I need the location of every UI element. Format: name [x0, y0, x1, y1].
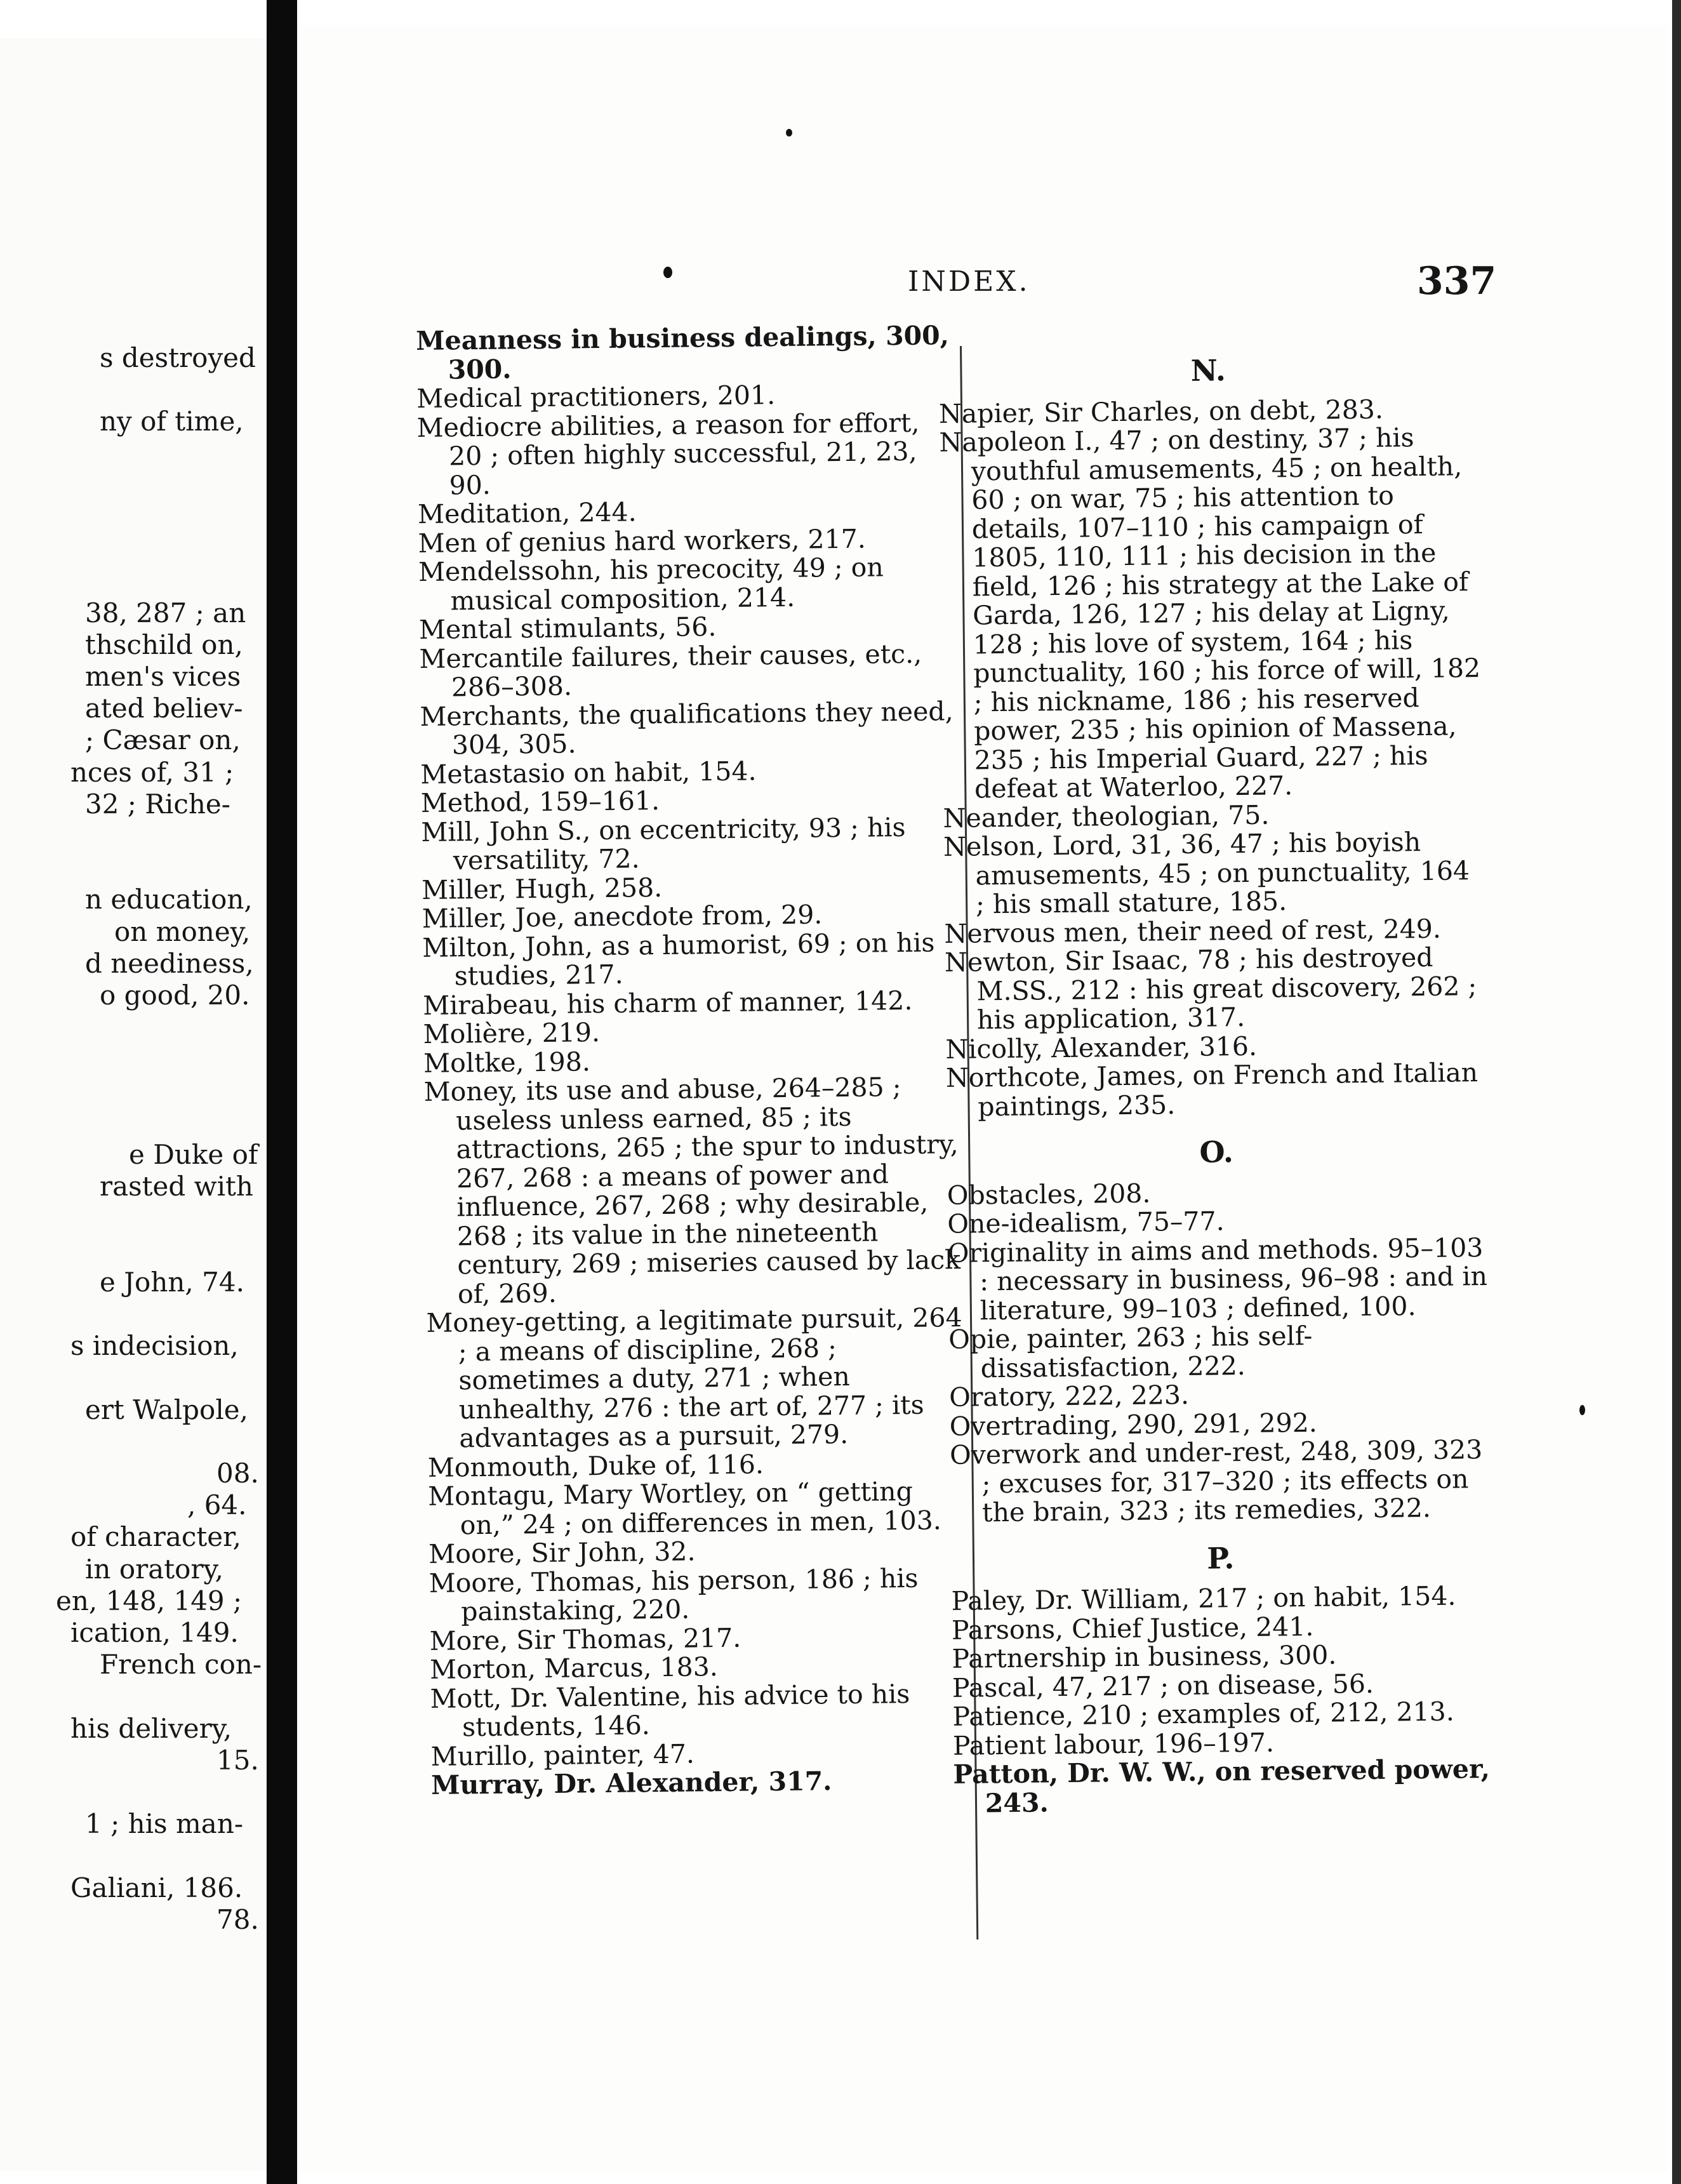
left-page-fragment-line: o good, 20. — [100, 980, 250, 1011]
index-entry: Method, 159–161. — [420, 785, 660, 818]
index-entry: Parsons, Chief Justice, 241. — [951, 1611, 1314, 1646]
index-entry: Originality in aims and methods. 95–103 : necessary in business, 96–98 : and in literature, 99–103 ; defined, 100. — [947, 1232, 1488, 1326]
ink-speck — [1579, 1405, 1585, 1415]
index-entry: Medical practitioners, 201. — [416, 380, 776, 414]
left-page-fragment-line: thschild on, — [85, 629, 243, 660]
section-letter: N. — [1190, 353, 1226, 388]
left-page-fragment-line: of character, — [70, 1521, 241, 1553]
index-entry: Mental stimulants, 56. — [418, 611, 717, 645]
index-entry: Mendelssohn, his precocity, 49 ; on musical composition, 214. — [418, 552, 884, 616]
right-page-edge — [1672, 0, 1681, 2184]
index-entry: Newton, Sir Isaac, 78 ; his destroyed M.SS., 212 : his great discovery, 262 ; his application, 317. — [944, 942, 1477, 1035]
left-page-fragment-line: rasted with — [100, 1171, 253, 1202]
index-entry: More, Sir Thomas, 217. — [429, 1622, 741, 1656]
left-page-fragment-line: nces of, 31 ; — [70, 756, 234, 788]
left-page-fragment-line: 78. — [216, 1903, 259, 1935]
left-page-fragment-line: ication, 149. — [70, 1617, 239, 1648]
index-entry: Nelson, Lord, 31, 36, 47 ; his boyish amusements, 45 ; on punctuality, 164 ; his small stature, 185. — [943, 827, 1470, 920]
ink-speck — [786, 129, 792, 136]
index-entry: Moltke, 198. — [423, 1046, 591, 1079]
left-page-fragment-line: d neediness, — [85, 947, 254, 979]
index-entry: Nervous men, their need of rest, 249. — [944, 913, 1442, 949]
left-page-fragment-line: 38, 287 ; an — [85, 597, 246, 629]
index-entry: Napoleon I., 47 ; on destiny, 37 ; his youthful amusements, 45 ; on health, 60 ; on war, 75 ; his attention to details, 107–110 ; his campaign of 1805, 110, 111 ; his decision in the field, 126 ; his strategy at the Lake of Garda, 126, 127 ; his delay at Ligny, 128 ; his love of system, 164 ; his punctuality, 160 ; his force of will, 182 ; his nickname, 186 ; his reserved power, 235 ; his opinion of Massena, 235 ; his Imperial Guard, 227 ; his defeat at Waterloo, 227. — [939, 422, 1481, 804]
index-entry: Patience, 210 ; examples of, 212, 213. — [952, 1696, 1455, 1732]
left-page-fragment-line: s destroyed — [100, 342, 256, 373]
index-entry: Molière, 219. — [423, 1017, 601, 1049]
index-entry: Mercantile failures, their causes, etc., 286–308. — [419, 638, 922, 703]
left-page-fragment-line: e John, 74. — [100, 1266, 244, 1298]
index-entry: Patient labour, 196–197. — [952, 1727, 1275, 1761]
left-page-fragment-line: e Duke of — [129, 1139, 258, 1170]
index-entry: Napier, Sir Charles, on debt, 283. — [938, 394, 1384, 429]
section-letter: P. — [1207, 1540, 1235, 1576]
left-page-fragment-line: en, 148, 149 ; — [56, 1585, 243, 1616]
index-entry: Paley, Dr. William, 217 ; on habit, 154. — [951, 1580, 1456, 1616]
index-entry: Pascal, 47, 217 ; on disease, 56. — [952, 1668, 1374, 1703]
index-entry: Opie, painter, 263 ; his self-dissatisfaction, 222. — [948, 1320, 1313, 1383]
left-page-fragment-line: Galiani, 186. — [70, 1872, 243, 1903]
index-entry: Meditation, 244. — [417, 496, 637, 529]
index-entry: Mediocre abilities, a reason for effort, 20 ; often highly successful, 21, 23, 90. — [416, 407, 920, 500]
index-entry: Mott, Dr. Valentine, his advice to his students, 146. — [430, 1678, 910, 1743]
left-page-fragment-line: , 64. — [187, 1489, 247, 1521]
index-entry: Partnership in business, 300. — [952, 1639, 1337, 1674]
index-column-right — [938, 350, 1493, 1818]
left-page-fragment-line: n education, — [85, 884, 253, 916]
index-entry: Patton, Dr. W. W., on reserved power, 243. — [953, 1754, 1491, 1818]
index-entry: Nicolly, Alexander, 316. — [945, 1030, 1258, 1065]
index-entry: Milton, John, as a humorist, 69 ; on his studies, 217. — [422, 926, 935, 992]
index-entry: One-idealism, 75–77. — [947, 1206, 1225, 1239]
index-entry: Montagu, Mary Wortley, on “ getting on,” 24 ; on differences in men, 103. — [428, 1475, 942, 1540]
index-entry: Men of genius hard workers, 217. — [418, 523, 867, 559]
left-page-fragment-line: French con- — [100, 1649, 262, 1681]
index-entry: Miller, Joe, anecdote from, 29. — [422, 899, 823, 934]
index-entry: Overtrading, 290, 291, 292. — [949, 1407, 1318, 1442]
left-page-fragment-line: ated believ- — [85, 693, 243, 724]
index-entry: Morton, Marcus, 183. — [429, 1651, 719, 1685]
page-gutter — [267, 0, 297, 2184]
left-page-fragment-line: men's vices — [85, 661, 241, 692]
left-page-fragment-line: 1 ; his man- — [85, 1808, 244, 1840]
left-page-fragment-line: his delivery, — [70, 1712, 232, 1744]
index-entry: Overwork and under-rest, 248, 309, 323 ; excuses for, 317–320 ; its effects on the brain, 323 ; its remedies, 322. — [949, 1434, 1483, 1528]
index-entry: Mill, John S., on eccentricity, 93 ; his versatility, 72. — [421, 811, 906, 876]
index-entry: Miller, Hugh, 258. — [422, 872, 663, 905]
index-entry: Monmouth, Duke of, 116. — [427, 1448, 764, 1483]
index-entry: Moore, Sir John, 32. — [428, 1536, 696, 1569]
index-entry: Metastasio on habit, 154. — [420, 755, 757, 790]
index-entry: Mirabeau, his charm of manner, 142. — [422, 985, 913, 1021]
page-number: 337 — [1417, 259, 1497, 303]
left-page-fragment-line: s indecision, — [70, 1330, 239, 1362]
left-page-fragment-line: ert Walpole, — [85, 1394, 248, 1425]
index-entry: Moore, Thomas, his person, 186 ; his painstaking, 220. — [429, 1562, 919, 1627]
left-page-fragment-line: ny of time, — [100, 406, 244, 437]
index-entry: Meanness in business dealings, 300, 300. — [415, 320, 950, 385]
left-page-fragment-line: 08. — [216, 1458, 259, 1489]
left-page-fragment-line: on money, — [114, 916, 251, 947]
index-entry: Money-getting, a legitimate pursuit, 264 ; a means of discipline, 268 ; sometimes a duty, 271 ; when unhealthy, 276 : the art of, 277 ; its advantages as a pursuit, 279. — [426, 1302, 962, 1454]
index-entry: Money, its use and abuse, 264–285 ; useless unless earned, 85 ; its attractions, 265 ; the spur to industry, 267, 268 : a means of power and influence, 267, 268 ; why desirable, 268 ; its value in the nineteenth century, 269 ; miseries caused by lack of, 269. — [423, 1072, 961, 1309]
left-page-fragment — [0, 38, 267, 2171]
left-page-fragment-line: in oratory, — [85, 1553, 223, 1585]
index-column-left — [416, 321, 971, 1800]
index-entry: Merchants, the qualifications they need, 304, 305. — [420, 695, 953, 761]
index-entry: Neander, theologian, 75. — [943, 799, 1270, 834]
left-page-fragment-line: 15. — [216, 1744, 259, 1776]
left-page-fragment-line: ; Cæsar on, — [85, 724, 241, 756]
index-entry: Murillo, painter, 47. — [430, 1738, 695, 1772]
index-entry: Obstacles, 208. — [947, 1178, 1151, 1211]
section-letter: O. — [1199, 1135, 1234, 1169]
page-header-title: INDEX. — [908, 265, 1030, 298]
ink-speck — [663, 267, 672, 278]
index-entry: Oratory, 222, 223. — [948, 1379, 1190, 1413]
left-page-fragment-line: 32 ; Riche- — [85, 788, 230, 820]
index-entry: Murray, Dr. Alexander, 317. — [430, 1766, 832, 1801]
index-entry: Northcote, James, on French and Italian paintings, 235. — [945, 1057, 1478, 1122]
